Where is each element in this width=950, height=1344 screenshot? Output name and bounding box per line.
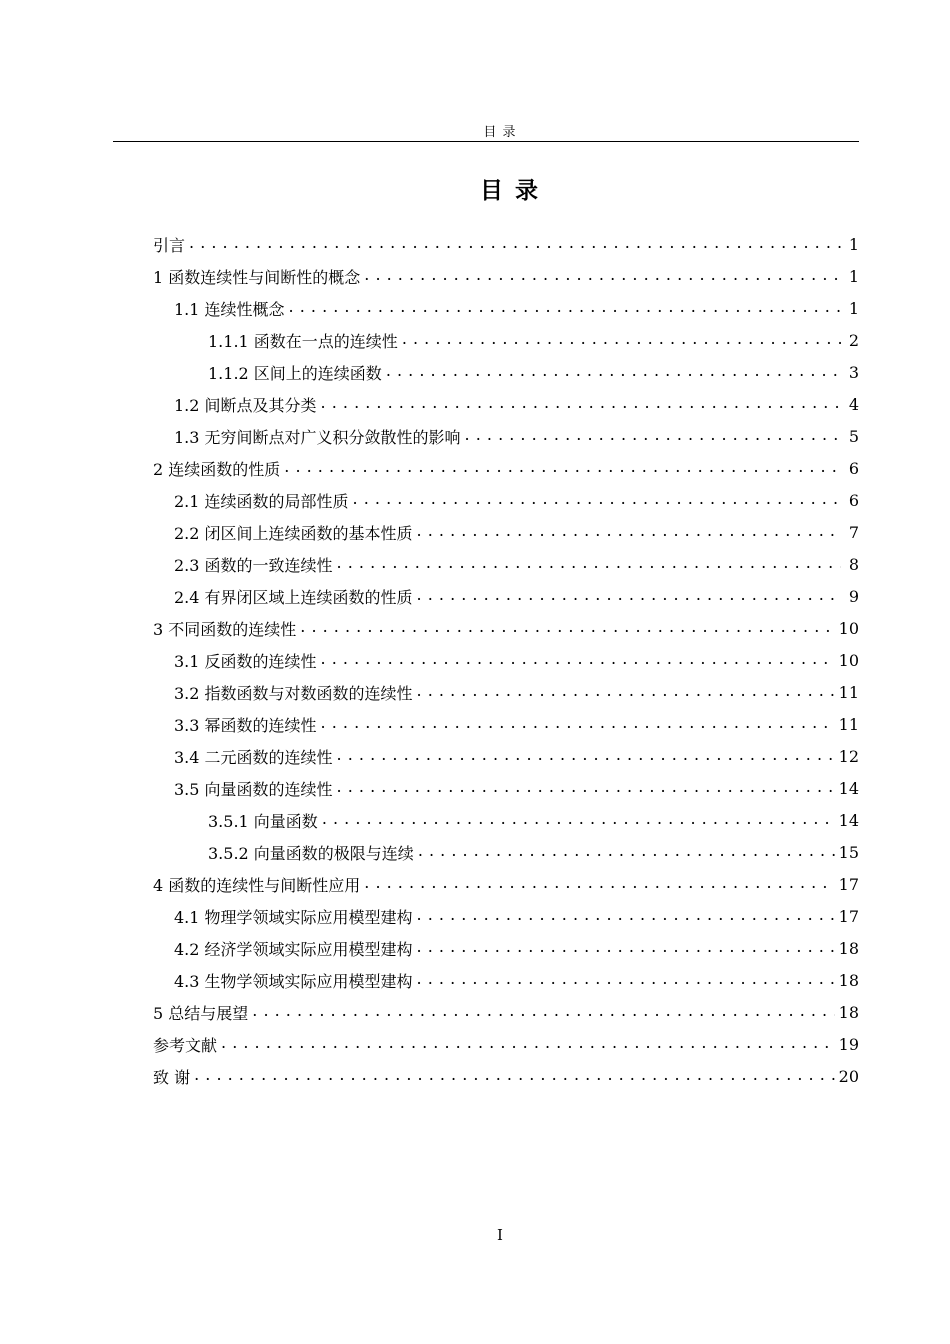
toc-entry-label: 致 谢 — [153, 1067, 191, 1087]
toc-entry-page: 10 — [838, 650, 859, 670]
toc-entry-label: 4 函数的连续性与间断性应用 — [153, 875, 361, 895]
toc-entry-page: 17 — [838, 874, 859, 894]
toc-entry[interactable] — [174, 548, 859, 580]
toc-entry-label: 4.1 物理学领域实际应用模型建构 — [174, 907, 413, 927]
toc-entry-page: 1 — [848, 298, 859, 318]
toc-entry-page: 7 — [848, 522, 859, 542]
toc-entry-label: 3.5.1 向量函数 — [208, 811, 318, 831]
toc-entry-page: 11 — [838, 682, 859, 702]
toc-entry-page: 4 — [848, 394, 859, 414]
toc-entry-label: 1 函数连续性与间断性的概念 — [153, 267, 361, 287]
toc-leader-dots — [417, 939, 835, 957]
toc-leader-dots — [252, 1003, 834, 1021]
toc-entry-label: 2.3 函数的一致连续性 — [174, 555, 333, 575]
toc-entry[interactable] — [153, 228, 859, 260]
toc-entry-page: 18 — [838, 938, 859, 958]
toc-entry-label: 4.3 生物学领域实际应用模型建构 — [174, 971, 413, 991]
toc-entry[interactable] — [153, 260, 859, 292]
toc-entry-label: 1.2 间断点及其分类 — [174, 395, 317, 415]
toc-entry[interactable] — [208, 836, 859, 868]
toc-title: 目 录 — [479, 178, 540, 204]
toc-entry-label: 2 连续函数的性质 — [153, 459, 281, 479]
toc-entry-page: 17 — [838, 906, 859, 926]
toc-entry-page: 19 — [838, 1034, 859, 1054]
footer-page-number: I — [497, 1226, 503, 1244]
toc-entry-label: 1.1.2 区间上的连续函数 — [208, 363, 382, 383]
toc-leader-dots — [386, 363, 841, 381]
toc-leader-dots — [417, 523, 841, 541]
toc-entry-page: 10 — [838, 618, 859, 638]
toc-leader-dots — [221, 1035, 835, 1053]
toc-entry[interactable] — [153, 452, 859, 484]
toc-entry-page: 18 — [838, 970, 859, 990]
toc-entry[interactable] — [208, 356, 859, 388]
running-header: 目 录 — [483, 125, 517, 140]
toc-entry-label: 2.4 有界闭区域上连续函数的性质 — [174, 587, 413, 607]
toc-entry-page: 1 — [848, 266, 859, 286]
toc-leader-dots — [189, 235, 841, 253]
toc-leader-dots — [364, 875, 834, 893]
toc-entry[interactable] — [174, 772, 859, 804]
toc-leader-dots — [465, 427, 841, 445]
toc-leader-dots — [353, 491, 841, 509]
toc-entry[interactable] — [174, 932, 859, 964]
toc-entry[interactable] — [174, 900, 859, 932]
toc-entry-label: 1.1 连续性概念 — [174, 299, 285, 319]
toc-entry-label: 参考文献 — [153, 1035, 218, 1055]
toc-entry-page: 6 — [848, 490, 859, 510]
toc-leader-dots — [417, 907, 835, 925]
toc-entry-page: 20 — [838, 1066, 859, 1086]
toc-entry-page: 14 — [838, 778, 859, 798]
toc-leader-dots — [194, 1067, 835, 1085]
toc-entry[interactable] — [153, 612, 859, 644]
toc-entry-label: 4.2 经济学领域实际应用模型建构 — [174, 939, 413, 959]
toc-entry[interactable] — [208, 804, 859, 836]
toc-leader-dots — [402, 331, 841, 349]
toc-entry-page: 8 — [848, 554, 859, 574]
toc-entry[interactable] — [153, 1028, 859, 1060]
toc-entry-page: 18 — [838, 1002, 859, 1022]
toc-entry[interactable] — [174, 420, 859, 452]
toc-entry-label: 3.3 幂函数的连续性 — [174, 715, 317, 735]
toc-entry[interactable] — [174, 644, 859, 676]
toc-entry-label: 5 总结与展望 — [153, 1003, 249, 1023]
toc-entry[interactable] — [174, 964, 859, 996]
toc-leader-dots — [322, 811, 835, 829]
toc-entry[interactable] — [174, 580, 859, 612]
toc-entry-label: 3.1 反函数的连续性 — [174, 651, 317, 671]
toc-entry-label: 3.2 指数函数与对数函数的连续性 — [174, 683, 413, 703]
toc-entry-label: 3.4 二元函数的连续性 — [174, 747, 333, 767]
toc-leader-dots — [284, 459, 841, 477]
toc-entry[interactable] — [153, 996, 859, 1028]
toc-entry[interactable] — [174, 676, 859, 708]
toc-leader-dots — [321, 715, 835, 733]
toc-entry[interactable] — [153, 1060, 859, 1092]
toc-entry-label: 引言 — [153, 235, 186, 255]
toc-leader-dots — [418, 843, 835, 861]
toc-leader-dots — [321, 395, 841, 413]
toc-leader-dots — [417, 587, 841, 605]
toc-entry[interactable] — [153, 868, 859, 900]
toc-entry-label: 2.1 连续函数的局部性质 — [174, 491, 349, 511]
toc-leader-dots — [300, 619, 834, 637]
toc-entry-label: 3.5.2 向量函数的极限与连续 — [208, 843, 414, 863]
toc-entry-page: 3 — [848, 362, 859, 382]
toc-entry-page: 15 — [838, 842, 859, 862]
toc-entry[interactable] — [174, 292, 859, 324]
toc-entry-page: 6 — [848, 458, 859, 478]
toc-leader-dots — [337, 555, 841, 573]
toc-entry-page: 2 — [848, 330, 859, 350]
toc-entry-label: 3.5 向量函数的连续性 — [174, 779, 333, 799]
toc-leader-dots — [417, 683, 835, 701]
toc-leader-dots — [417, 971, 835, 989]
toc-entry-page: 12 — [838, 746, 859, 766]
toc-entry[interactable] — [208, 324, 859, 356]
toc-entry-label: 2.2 闭区间上连续函数的基本性质 — [174, 523, 413, 543]
toc-entry-label: 1.1.1 函数在一点的连续性 — [208, 331, 398, 351]
toc-entry[interactable] — [174, 740, 859, 772]
toc-entry-page: 9 — [848, 586, 859, 606]
toc-leader-dots — [321, 651, 835, 669]
header-rule — [113, 141, 859, 142]
toc-entry[interactable] — [174, 516, 859, 548]
toc-leader-dots — [364, 267, 841, 285]
toc-entry[interactable] — [174, 708, 859, 740]
toc-leader-dots — [337, 779, 835, 797]
toc-entry[interactable] — [174, 484, 859, 516]
toc-leader-dots — [289, 299, 841, 317]
toc-entry-page: 5 — [848, 426, 859, 446]
toc-entry-page: 14 — [838, 810, 859, 830]
toc-entry[interactable] — [174, 388, 859, 420]
toc-leader-dots — [337, 747, 835, 765]
toc-entry-page: 1 — [848, 234, 859, 254]
toc-entry-label: 1.3 无穷间断点对广义积分敛散性的影响 — [174, 427, 461, 447]
toc-entry-page: 11 — [838, 714, 859, 734]
toc-entry-label: 3 不同函数的连续性 — [153, 619, 297, 639]
